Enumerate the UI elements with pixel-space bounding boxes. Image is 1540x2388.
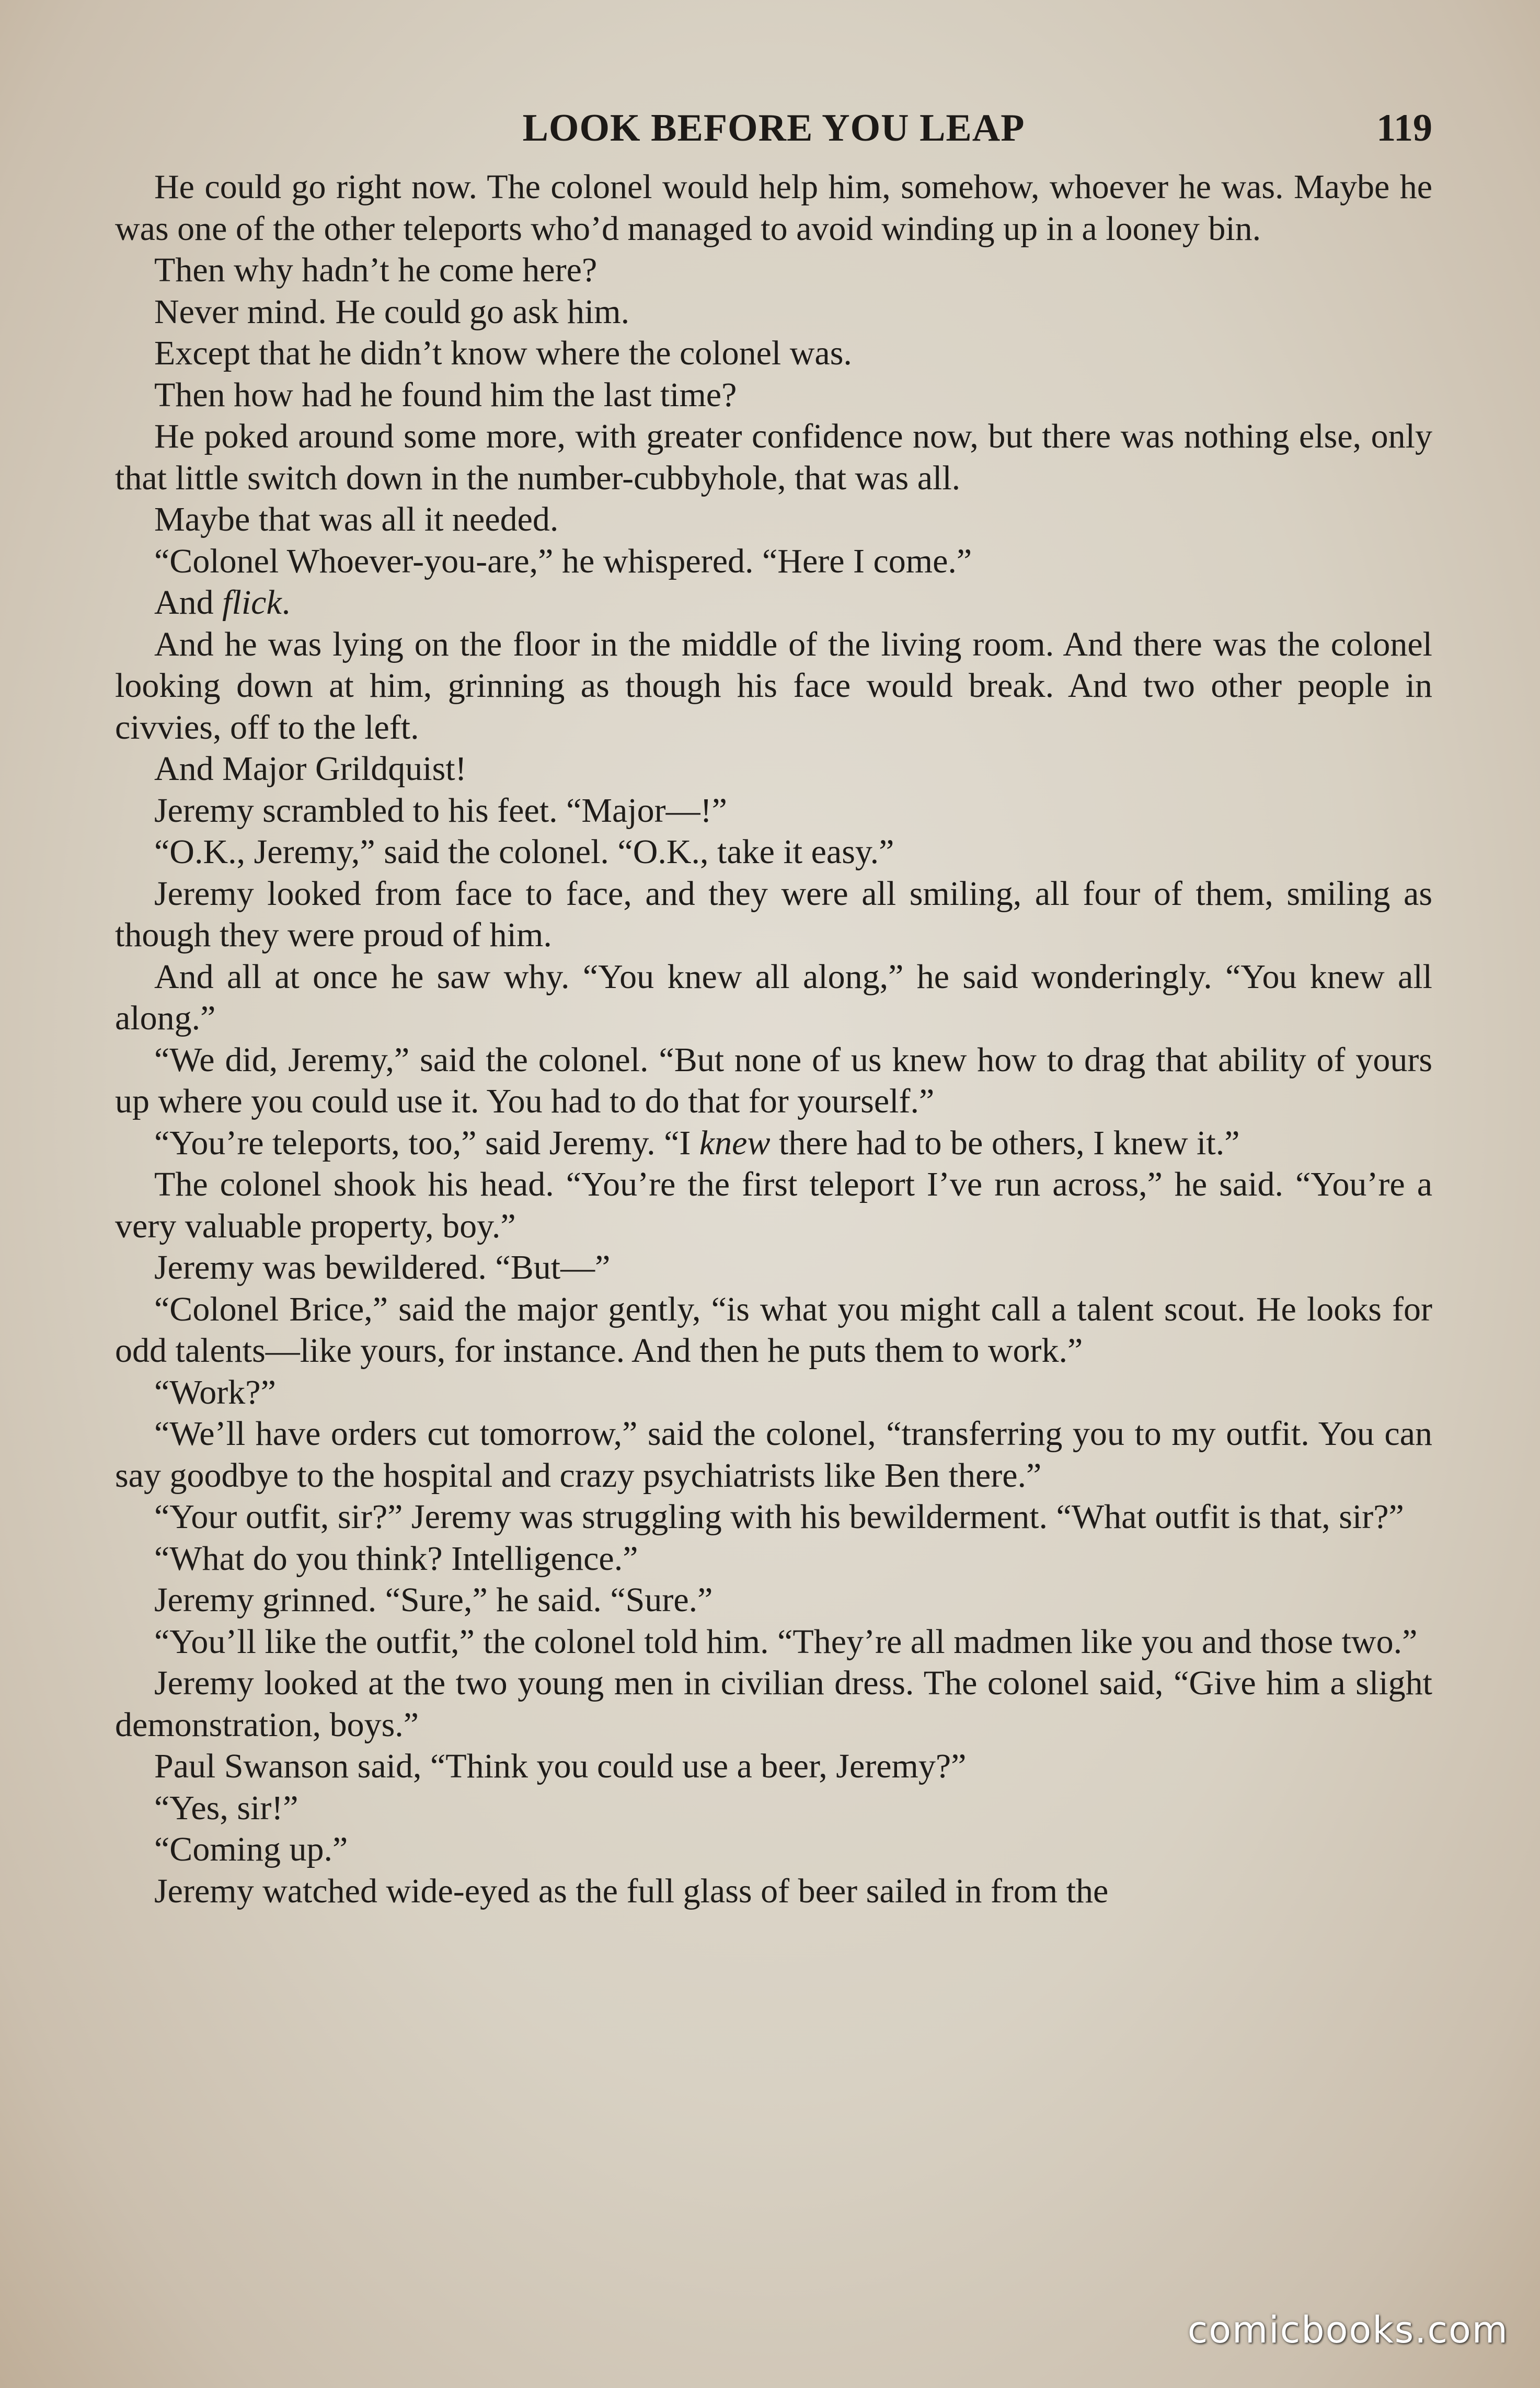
paragraph-text: “Colonel Brice,” said the major gently, “is what you might call a talent scout. He looks for odd talents—like yours, for instance. And then he puts them to work.” [115,1290,1432,1370]
paragraph-text: Then why hadn’t he come here? [154,251,597,289]
paragraph [115,374,1432,416]
paragraph-text: “Your outfit, sir?” Jeremy was struggling with his bewilderment. “What outfit is that, sir?” [154,1498,1404,1536]
paragraph [115,1496,1432,1538]
paragraph-text: “Work?” [154,1373,276,1411]
paragraph-text: Jeremy grinned. “Sure,” he said. “Sure.” [154,1581,713,1619]
paragraph [115,790,1432,832]
paragraph-text: He poked around some more, with greater confidence now, but there was nothing else, only that little switch down in the number-cubbyhole, that was all. [115,417,1432,497]
italic-text: knew [699,1123,771,1162]
paragraph-text: Paul Swanson said, “Think you could use a beer, Jeremy?” [154,1747,967,1785]
paragraph [115,416,1432,499]
paragraph-text: “Coming up.” [154,1830,348,1868]
paragraph [115,249,1432,291]
paragraph-text: Jeremy scrambled to his feet. “Major—!” [154,791,727,830]
running-head: LOOK BEFORE YOU LEAP [522,107,1025,150]
paragraph [115,1122,1432,1164]
paragraph [115,1164,1432,1247]
paragraph-text: Never mind. He could go ask him. [154,292,630,331]
paragraph [115,956,1432,1039]
paragraph-text: “Colonel Whoever-you-are,” he whispered. “Here I come.” [154,542,972,580]
page-header [115,99,1432,157]
paragraph-text: “You’re teleports, too,” said Jeremy. “I [154,1123,699,1162]
paragraph [115,1413,1432,1496]
paragraph [115,873,1432,956]
paragraph-text: “O.K., Jeremy,” said the colonel. “O.K., take it easy.” [154,833,894,871]
paragraph [115,1870,1432,1912]
paragraph [115,291,1432,333]
paragraph-text: The colonel shook his head. “You’re the first teleport I’ve run across,” he said. “You’re a very valuable property, boy.” [115,1165,1432,1245]
paragraph-text: He could go right now. The colonel would help him, somehow, whoever he was. Maybe he was one of the other teleports who’d managed to avoid winding up in a looney bin. [115,168,1432,248]
paragraph-text: And Major Grildquist! [154,750,467,788]
paragraph [115,541,1432,582]
paragraph [115,1787,1432,1829]
paragraph [115,831,1432,873]
paragraph [115,166,1432,249]
paragraph [115,1579,1432,1621]
paragraph [115,1538,1432,1580]
paragraph [115,624,1432,749]
paragraph [115,1247,1432,1289]
paragraph [115,1746,1432,1787]
page-number: 119 [1376,107,1432,150]
paragraph-text: “We’ll have orders cut tomorrow,” said the colonel, “transferring you to my outfit. You can say goodbye to the hospital and crazy psychiatrists like Ben there.” [115,1415,1432,1495]
paragraph-text: Jeremy looked from face to face, and they were all smiling, all four of them, smiling as though they were proud of him. [115,874,1432,954]
paragraph [115,332,1432,374]
paragraph-text: “We did, Jeremy,” said the colonel. “But none of us knew how to drag that ability of yours up where you could use it. You had to do that for yourself.” [115,1040,1432,1120]
paragraph-text: “Yes, sir!” [154,1788,298,1827]
paragraph [115,499,1432,541]
paragraph-text: And all at once he saw why. “You knew all along,” he said wonderingly. “You knew all along.” [115,957,1432,1037]
paragraph-text: Jeremy watched wide-eyed as the full glass of beer sailed in from the [154,1872,1109,1910]
paragraph-text: Maybe that was all it needed. [154,500,559,538]
paragraph [115,1662,1432,1746]
paragraph-text: “What do you think? Intelligence.” [154,1539,638,1578]
paragraph-text: Then how had he found him the last time? [154,375,737,414]
paragraph [115,582,1432,624]
paragraph [115,1829,1432,1870]
paragraph-text: And [154,583,223,622]
paragraph [115,748,1432,790]
paragraph [115,1039,1432,1122]
paragraph-text: there had to be others, I knew it.” [770,1123,1240,1162]
paragraph-text: And he was lying on the floor in the middle of the living room. And there was the colonel looking down at him, grinning as though his face would break. And two other people in civvies, off to the left. [115,625,1432,747]
watermark: comicbooks.com [1187,2309,1509,2351]
paragraph [115,1289,1432,1372]
body-text [115,166,1432,1912]
paragraph-text: Jeremy was bewildered. “But—” [154,1248,611,1287]
paragraph-text: Except that he didn’t know where the colonel was. [154,334,852,372]
italic-text: flick [222,583,282,622]
paragraph-text: . [281,583,291,622]
paragraph-text: Jeremy looked at the two young men in civilian dress. The colonel said, “Give him a slight demonstration, boys.” [115,1664,1432,1744]
paragraph-text: “You’ll like the outfit,” the colonel told him. “They’re all madmen like you and those two.” [154,1622,1418,1661]
paragraph [115,1372,1432,1414]
paragraph [115,1621,1432,1663]
